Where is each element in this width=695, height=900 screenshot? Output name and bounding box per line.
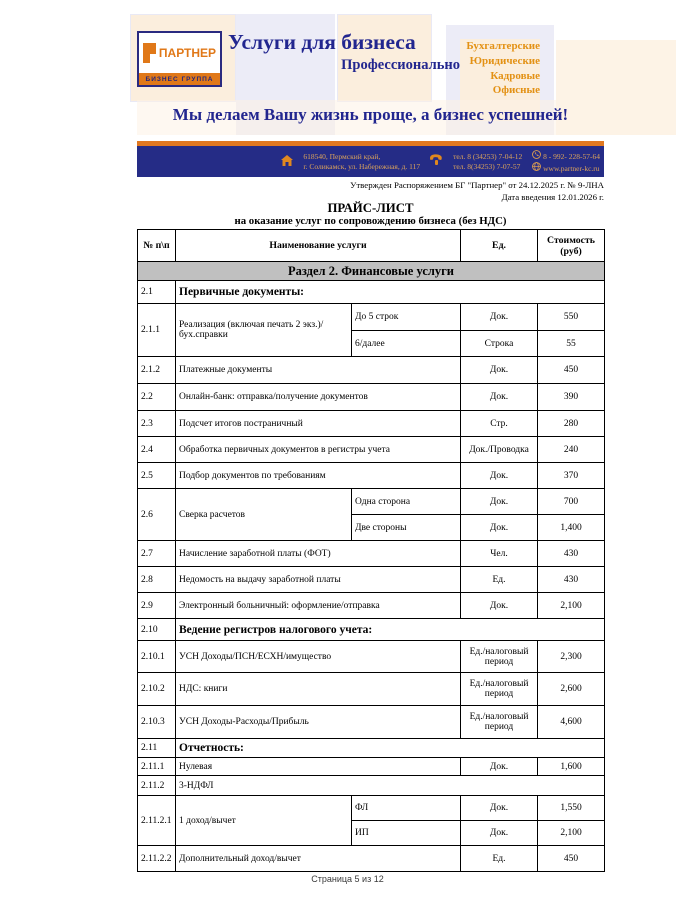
- row-num: 2.3: [138, 411, 176, 437]
- services-list: [390, 39, 540, 98]
- price-cell: 2,100: [538, 593, 605, 619]
- logo-block-icon: [143, 43, 156, 63]
- price-cell: 390: [538, 384, 605, 411]
- address-group: [303, 152, 420, 171]
- price-cell: 550: [538, 304, 605, 331]
- row-num: 2.2: [138, 384, 176, 411]
- phone-icon: [430, 153, 443, 171]
- web-group: [532, 150, 600, 173]
- partner-logo-mark: [139, 33, 220, 73]
- table-row: [138, 357, 605, 384]
- service-variant: Одна сторона: [352, 489, 461, 515]
- service-item: Офисные: [492, 84, 540, 97]
- table-row: [138, 758, 605, 776]
- row-num: 2.5: [138, 463, 176, 489]
- table-row: [138, 567, 605, 593]
- service-name: Онлайн-банк: отправка/получение документов: [176, 384, 461, 411]
- row-num: 2.8: [138, 567, 176, 593]
- table-row: [138, 776, 605, 796]
- service-name: Реализация (включая печать 2 экз.)/бух.справки: [176, 304, 352, 357]
- col-header-unit: Ед.: [461, 230, 538, 262]
- price-cell: 430: [538, 541, 605, 567]
- service-name: Платежные документы: [176, 357, 461, 384]
- mobile-number: 8 - 992- 228-57-64: [543, 152, 600, 161]
- table-row: [138, 706, 605, 739]
- table-row: [138, 541, 605, 567]
- globe-icon: [532, 162, 541, 174]
- service-variant: До 5 строк: [352, 304, 461, 331]
- service-group-name: Ведение регистров налогового учета:: [176, 619, 605, 641]
- price-cell: 450: [538, 846, 605, 872]
- section-row: [138, 262, 605, 281]
- row-num: 2.10.1: [138, 641, 176, 673]
- row-num: 2.11.2: [138, 776, 176, 796]
- unit-cell: Док.: [461, 593, 538, 619]
- doc-subtitle: на оказание услуг по сопровождению бизнеса (без НДС): [234, 215, 507, 227]
- unit-cell: Док.: [461, 357, 538, 384]
- row-num: 2.1.2: [138, 357, 176, 384]
- logo-band-text: БИЗНЕС ГРУППА: [145, 75, 214, 83]
- table-row: [138, 619, 605, 641]
- price-cell: 2,600: [538, 673, 605, 706]
- service-name: Обработка первичных документов в регистры учета: [176, 437, 461, 463]
- logo-word: ПАРТНЕР: [158, 46, 217, 60]
- brand-subtitle: Профессионально: [341, 57, 460, 73]
- row-num: 2.6: [138, 489, 176, 541]
- table-row: [138, 593, 605, 619]
- row-num: 2.7: [138, 541, 176, 567]
- contact-bar: [137, 141, 604, 177]
- unit-cell: Док.: [461, 515, 538, 541]
- unit-cell: Док.: [461, 758, 538, 776]
- mobile-phone-icon: [532, 150, 541, 162]
- table-row: [138, 796, 605, 821]
- brand-title: Услуги для бизнеса: [228, 30, 416, 54]
- service-name: Электронный больничный: оформление/отправка: [176, 593, 461, 619]
- price-cell: 240: [538, 437, 605, 463]
- partner-logo: [137, 31, 222, 87]
- price-cell: 1,550: [538, 796, 605, 821]
- price-cell: 430: [538, 567, 605, 593]
- service-name: Дополнительный доход/вычет: [176, 846, 461, 872]
- table-header-row: [138, 230, 605, 262]
- service-item: Бухгалтерские: [466, 40, 540, 52]
- service-name: Подсчет итогов постраничный: [176, 411, 461, 437]
- table-row: [138, 673, 605, 706]
- price-cell: 1,400: [538, 515, 605, 541]
- service-variant: 6/далее: [352, 331, 461, 357]
- service-name: Начисление заработной платы (ФОТ): [176, 541, 461, 567]
- unit-cell: Док.: [461, 463, 538, 489]
- phone-line2: тел. 8(34253) 7-07-57: [453, 161, 521, 171]
- logo-band: [139, 73, 220, 85]
- table-row: [138, 281, 605, 304]
- phones-group: [453, 152, 522, 171]
- phone-line1: тел. 8 (34253) 7-04-12: [453, 152, 523, 161]
- service-name: УСН Доходы/ПСН/ЕСХН/имущество: [176, 641, 461, 673]
- price-cell: 450: [538, 357, 605, 384]
- unit-cell: Док.: [461, 384, 538, 411]
- service-variant: ИП: [352, 821, 461, 846]
- col-header-name: Наименование услуги: [176, 230, 461, 262]
- service-name: Недомость на выдачу заработной платы: [176, 567, 461, 593]
- service-item: Юридические: [469, 54, 540, 67]
- unit-cell: Док.: [461, 489, 538, 515]
- row-num: 2.11.1: [138, 758, 176, 776]
- row-num: 2.11.2.2: [138, 846, 176, 872]
- row-num: 2.9: [138, 593, 176, 619]
- table-row: [138, 437, 605, 463]
- row-num: 2.11.2.1: [138, 796, 176, 846]
- price-cell: 700: [538, 489, 605, 515]
- table-row: [138, 489, 605, 515]
- unit-cell: Ед./налоговый период: [461, 641, 538, 673]
- row-num: 2.4: [138, 437, 176, 463]
- table-row: [138, 739, 605, 758]
- unit-cell: Ед./налоговый период: [461, 673, 538, 706]
- unit-cell: Строка: [461, 331, 538, 357]
- website-url: www.partner-kc.ru: [543, 163, 600, 173]
- service-variant: ФЛ: [352, 796, 461, 821]
- row-num: 2.10: [138, 619, 176, 641]
- row-num: 2.1: [138, 281, 176, 304]
- unit-cell: Док.: [461, 304, 538, 331]
- table-row: [138, 384, 605, 411]
- service-group-name: Отчетность:: [176, 739, 605, 758]
- home-icon: [281, 153, 293, 171]
- section-title: Раздел 2. Финансовые услуги: [138, 262, 605, 281]
- service-name: Нулевая: [176, 758, 461, 776]
- service-name: НДС: книги: [176, 673, 461, 706]
- service-variant: Две стороны: [352, 515, 461, 541]
- page-footer: Страница 5 из 12: [311, 874, 384, 884]
- unit-cell: Ед./налоговый период: [461, 706, 538, 739]
- tagline: Мы делаем Вашу жизнь проще, а бизнес успешней!: [172, 105, 569, 124]
- unit-cell: Стр.: [461, 411, 538, 437]
- col-header-price: Стоимость (руб): [538, 230, 605, 262]
- unit-cell: Док.: [461, 796, 538, 821]
- approval-block: [200, 180, 604, 203]
- row-num: 2.10.2: [138, 673, 176, 706]
- table-row: [138, 641, 605, 673]
- unit-cell: Чел.: [461, 541, 538, 567]
- table-row: [138, 463, 605, 489]
- service-name: 3-НДФЛ: [176, 776, 605, 796]
- service-name: 1 доход/вычет: [176, 796, 352, 846]
- price-cell: 2,300: [538, 641, 605, 673]
- address-line1: 618540, Пермский край,: [303, 152, 381, 161]
- approval-line2: Дата введения 12.01.2026 г.: [501, 191, 604, 202]
- price-cell: 4,600: [538, 706, 605, 739]
- price-cell: 280: [538, 411, 605, 437]
- col-header-num: № п\п: [138, 230, 176, 262]
- table-row: [138, 304, 605, 331]
- service-name: Подбор документов по требованиям: [176, 463, 461, 489]
- unit-cell: Док.: [461, 821, 538, 846]
- unit-cell: Док./Проводка: [461, 437, 538, 463]
- price-table: [137, 229, 605, 872]
- price-cell: 55: [538, 331, 605, 357]
- service-group-name: Первичные документы:: [176, 281, 605, 304]
- address-line2: г. Соликамск, ул. Набережная, д. 117: [303, 161, 421, 171]
- table-row: [138, 846, 605, 872]
- doc-title: ПРАЙС-ЛИСТ: [327, 201, 414, 215]
- row-num: 2.1.1: [138, 304, 176, 357]
- price-cell: 370: [538, 463, 605, 489]
- approval-line1: Утвержден Распоряжением БГ "Партнер" от 24.12.2025 г. № 9-ЛНА: [350, 180, 604, 190]
- table-row: [138, 411, 605, 437]
- unit-cell: Ед.: [461, 846, 538, 872]
- row-num: 2.11: [138, 739, 176, 758]
- price-cell: 2,100: [538, 821, 605, 846]
- service-item: Кадровые: [490, 69, 540, 82]
- service-name: Сверка расчетов: [176, 489, 352, 541]
- service-name: УСН Доходы-Расходы/Прибыль: [176, 706, 461, 739]
- row-num: 2.10.3: [138, 706, 176, 739]
- price-cell: 1,600: [538, 758, 605, 776]
- unit-cell: Ед.: [461, 567, 538, 593]
